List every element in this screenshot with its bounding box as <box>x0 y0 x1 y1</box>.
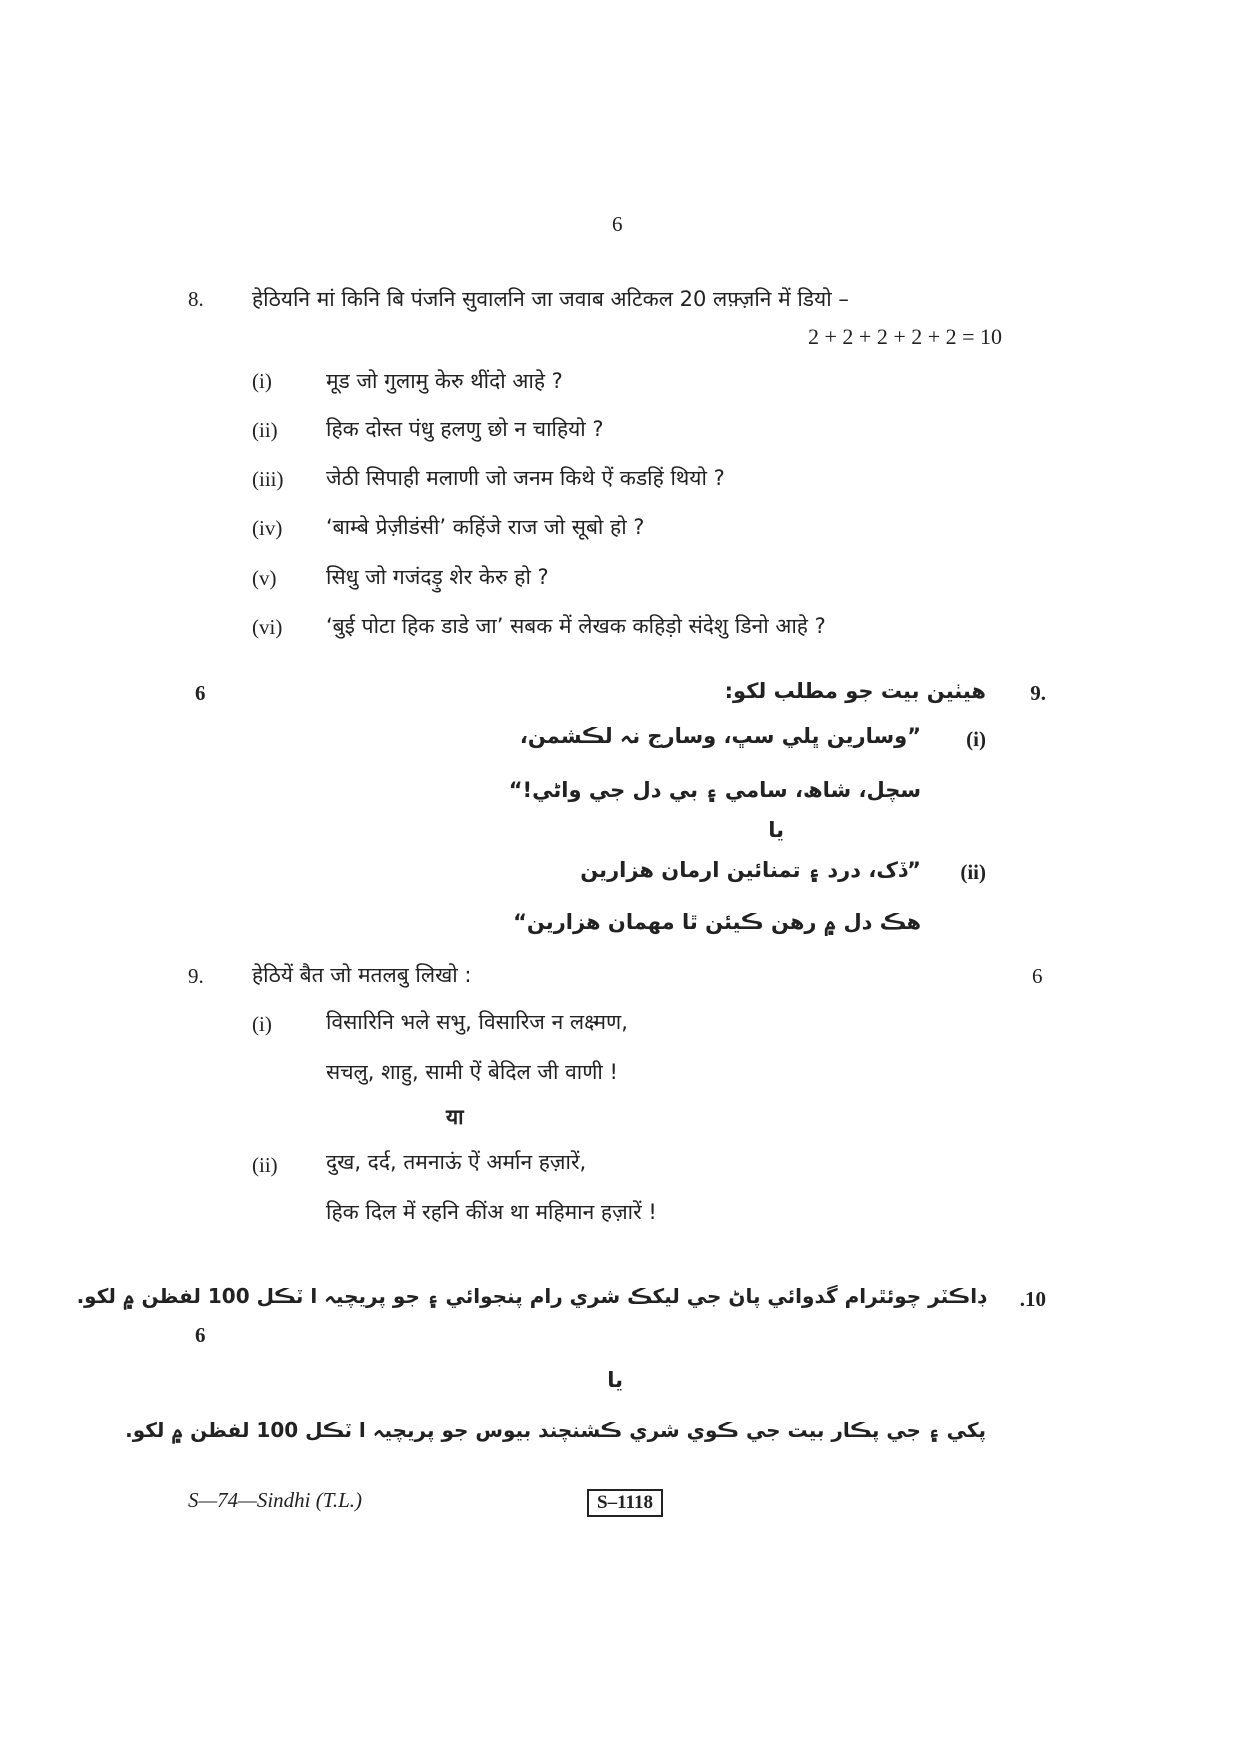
verse-line: हिक दिल में रहनि कींअ था महिमान हज़ारें ! <box>326 1200 657 1224</box>
verse-line: ”وسارين ڀلي سڀ، وسارج نہ لڪشمن، <box>519 724 921 748</box>
question-instruction: هيٺين بيت جو مطلب لکو: <box>724 679 986 703</box>
sub-item-text: सिधु जो गजंदड़ु शेर केरु हो ? <box>326 565 549 589</box>
sub-item-number: (vi) <box>252 615 283 639</box>
sub-item-number: (ii) <box>252 418 278 442</box>
question-number: 9. <box>188 964 204 988</box>
sub-item-number: (i) <box>252 1012 272 1036</box>
verse-line: ”ڏک، درد ۽ تمنائين ارمان هزارين <box>580 858 921 882</box>
sub-item-number: (i) <box>966 727 986 751</box>
sub-item-number: (iii) <box>252 467 284 491</box>
or-separator: يا <box>607 1368 623 1392</box>
question-instruction: हेठियें बैत जो मतलबु लिखो : <box>252 963 472 987</box>
sub-item-number: (i) <box>252 369 272 393</box>
paper-code: S—74—Sindhi (T.L.) <box>188 1488 363 1512</box>
verse-line: दुख, दर्द, तमनाऊं ऐं अर्मान हज़ारें, <box>326 1150 587 1174</box>
question-alt-text: پکي ۽ جي پڪار بيت جي ڪوي شري ڪشنچند بيوس جو پريچيہ ا ٽڪل 100 لفظن ۾ لکو. <box>125 1418 986 1442</box>
or-separator: يا <box>768 818 784 842</box>
page-number: 6 <box>612 212 623 236</box>
sub-item-number: (ii) <box>252 1153 278 1177</box>
or-separator: या <box>446 1105 464 1129</box>
question-marks: 6 <box>195 1323 206 1347</box>
paper-id-box: S–1118 <box>587 1489 663 1517</box>
verse-line: सचलु, शाहु, सामी ऐं बेदिल जी वाणी ! <box>326 1060 618 1084</box>
question-number: 9. <box>1030 681 1046 705</box>
sub-item-number: (iv) <box>252 516 283 540</box>
sub-item-text: मूड जो गुलामु केरु थींदो आहे ? <box>326 369 563 393</box>
question-text: ڊاڪٽر چوئٿرام گدوائي پاڻ جي ليکڪ شري رام پنجوائي ۽ جو پريچيہ ا ٽڪل 100 لفظن ۾ لکو. <box>76 1284 986 1308</box>
question-marks: 6 <box>1032 964 1043 988</box>
question-instruction: हेठियनि मां किनि बि पंजनि सुवालनि जा जवाब अटिकल 20 लफ़्ज़नि में डियो – <box>252 287 849 311</box>
verse-line: विसारिनि भले सभु, विसारिज न लक्ष्मण, <box>326 1010 628 1034</box>
question-number: 8. <box>188 287 204 311</box>
question-number: .10 <box>1019 1287 1046 1311</box>
question-marks: 2 + 2 + 2 + 2 + 2 = 10 <box>808 324 1003 349</box>
verse-line: سچل، شاھ، سامي ۽ بي دل جي واڻي!“ <box>508 778 921 802</box>
sub-item-text: ‘बाम्बे प्रेज़ीडंसी’ कहिंजे राज जो सूबो हो ? <box>326 515 645 539</box>
sub-item-text: हिक दोस्त पंधु हलणु छो न चाहियो ? <box>326 417 604 441</box>
sub-item-number: (ii) <box>960 860 986 884</box>
sub-item-text: जेठी सिपाही मलाणी जो जनम किथे ऐं कडहिं थियो ? <box>326 466 725 490</box>
question-marks: 6 <box>195 681 206 705</box>
sub-item-text: ‘बुई पोटा हिक डाडे जा’ सबक में लेखक कहिड़ो संदेशु डिनो आहे ? <box>326 614 826 638</box>
sub-item-number: (v) <box>252 566 277 590</box>
verse-line: هڪ دل ۾ رهن ڪيئن ٿا مهمان هزارين“ <box>513 910 921 934</box>
